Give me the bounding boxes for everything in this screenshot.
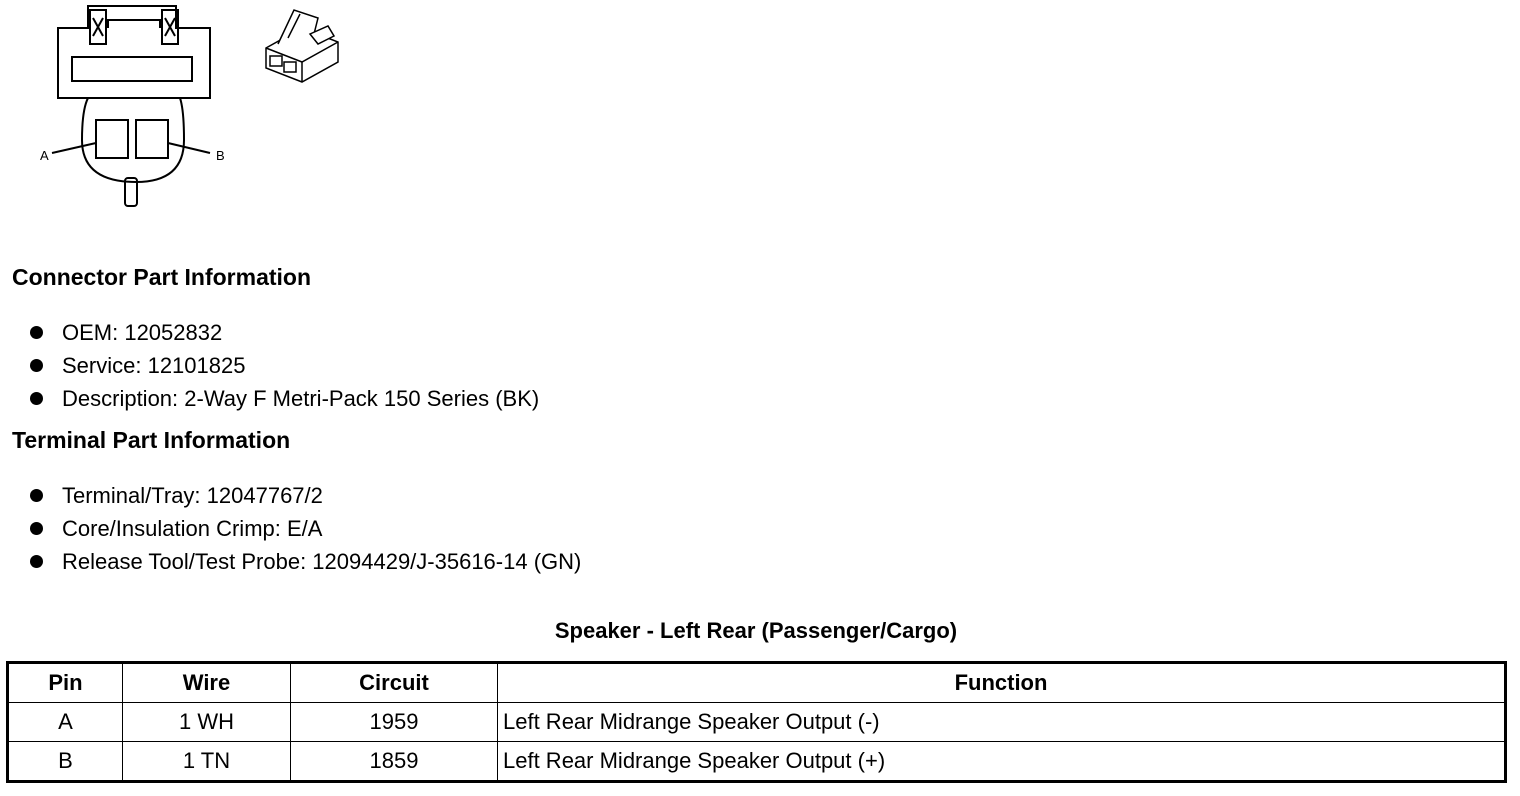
column-header-wire: Wire	[123, 663, 291, 703]
connector-info-heading: Connector Part Information	[12, 264, 312, 290]
pin-cell: A	[8, 703, 123, 742]
terminal-info-heading: Terminal Part Information	[12, 427, 291, 453]
table-row	[8, 703, 1506, 742]
table-header-row	[8, 663, 1506, 703]
pin-table-caption: Speaker - Left Rear (Passenger/Cargo)	[554, 618, 958, 643]
wire-cell: 1 WH	[123, 703, 291, 742]
bullet-icon	[30, 522, 43, 535]
terminal-label-b: B	[216, 148, 225, 163]
bullet-icon	[30, 489, 43, 502]
list-item: OEM: 12052832	[0, 316, 539, 349]
list-item: Terminal/Tray: 12047767/2	[0, 479, 581, 512]
function-cell: Left Rear Midrange Speaker Output (-)	[498, 703, 1506, 742]
column-header-function: Function	[498, 663, 1506, 703]
pin-table	[6, 661, 1507, 783]
connector-face-svg	[30, 0, 245, 215]
connector-info-list	[0, 316, 539, 415]
circuit-cell: 1959	[291, 703, 498, 742]
table-row	[8, 742, 1506, 782]
bullet-icon	[30, 392, 43, 405]
connector-face-diagram	[30, 0, 245, 220]
connector-isometric-svg	[258, 4, 344, 88]
connector-isometric-image	[258, 4, 344, 93]
list-item: Core/Insulation Crimp: E/A	[0, 512, 581, 545]
function-cell: Left Rear Midrange Speaker Output (+)	[498, 742, 1506, 782]
list-item: Description: 2-Way F Metri-Pack 150 Series (BK)	[0, 382, 539, 415]
wire-cell: 1 TN	[123, 742, 291, 782]
column-header-circuit: Circuit	[291, 663, 498, 703]
bullet-icon	[30, 555, 43, 568]
list-item: Service: 12101825	[0, 349, 539, 382]
terminal-info-list	[0, 479, 581, 578]
circuit-cell: 1859	[291, 742, 498, 782]
column-header-pin: Pin	[8, 663, 123, 703]
list-item: Release Tool/Test Probe: 12094429/J-35616-14 (GN)	[0, 545, 581, 578]
terminal-label-a: A	[40, 148, 49, 163]
bullet-icon	[30, 326, 43, 339]
bullet-icon	[30, 359, 43, 372]
pin-cell: B	[8, 742, 123, 782]
